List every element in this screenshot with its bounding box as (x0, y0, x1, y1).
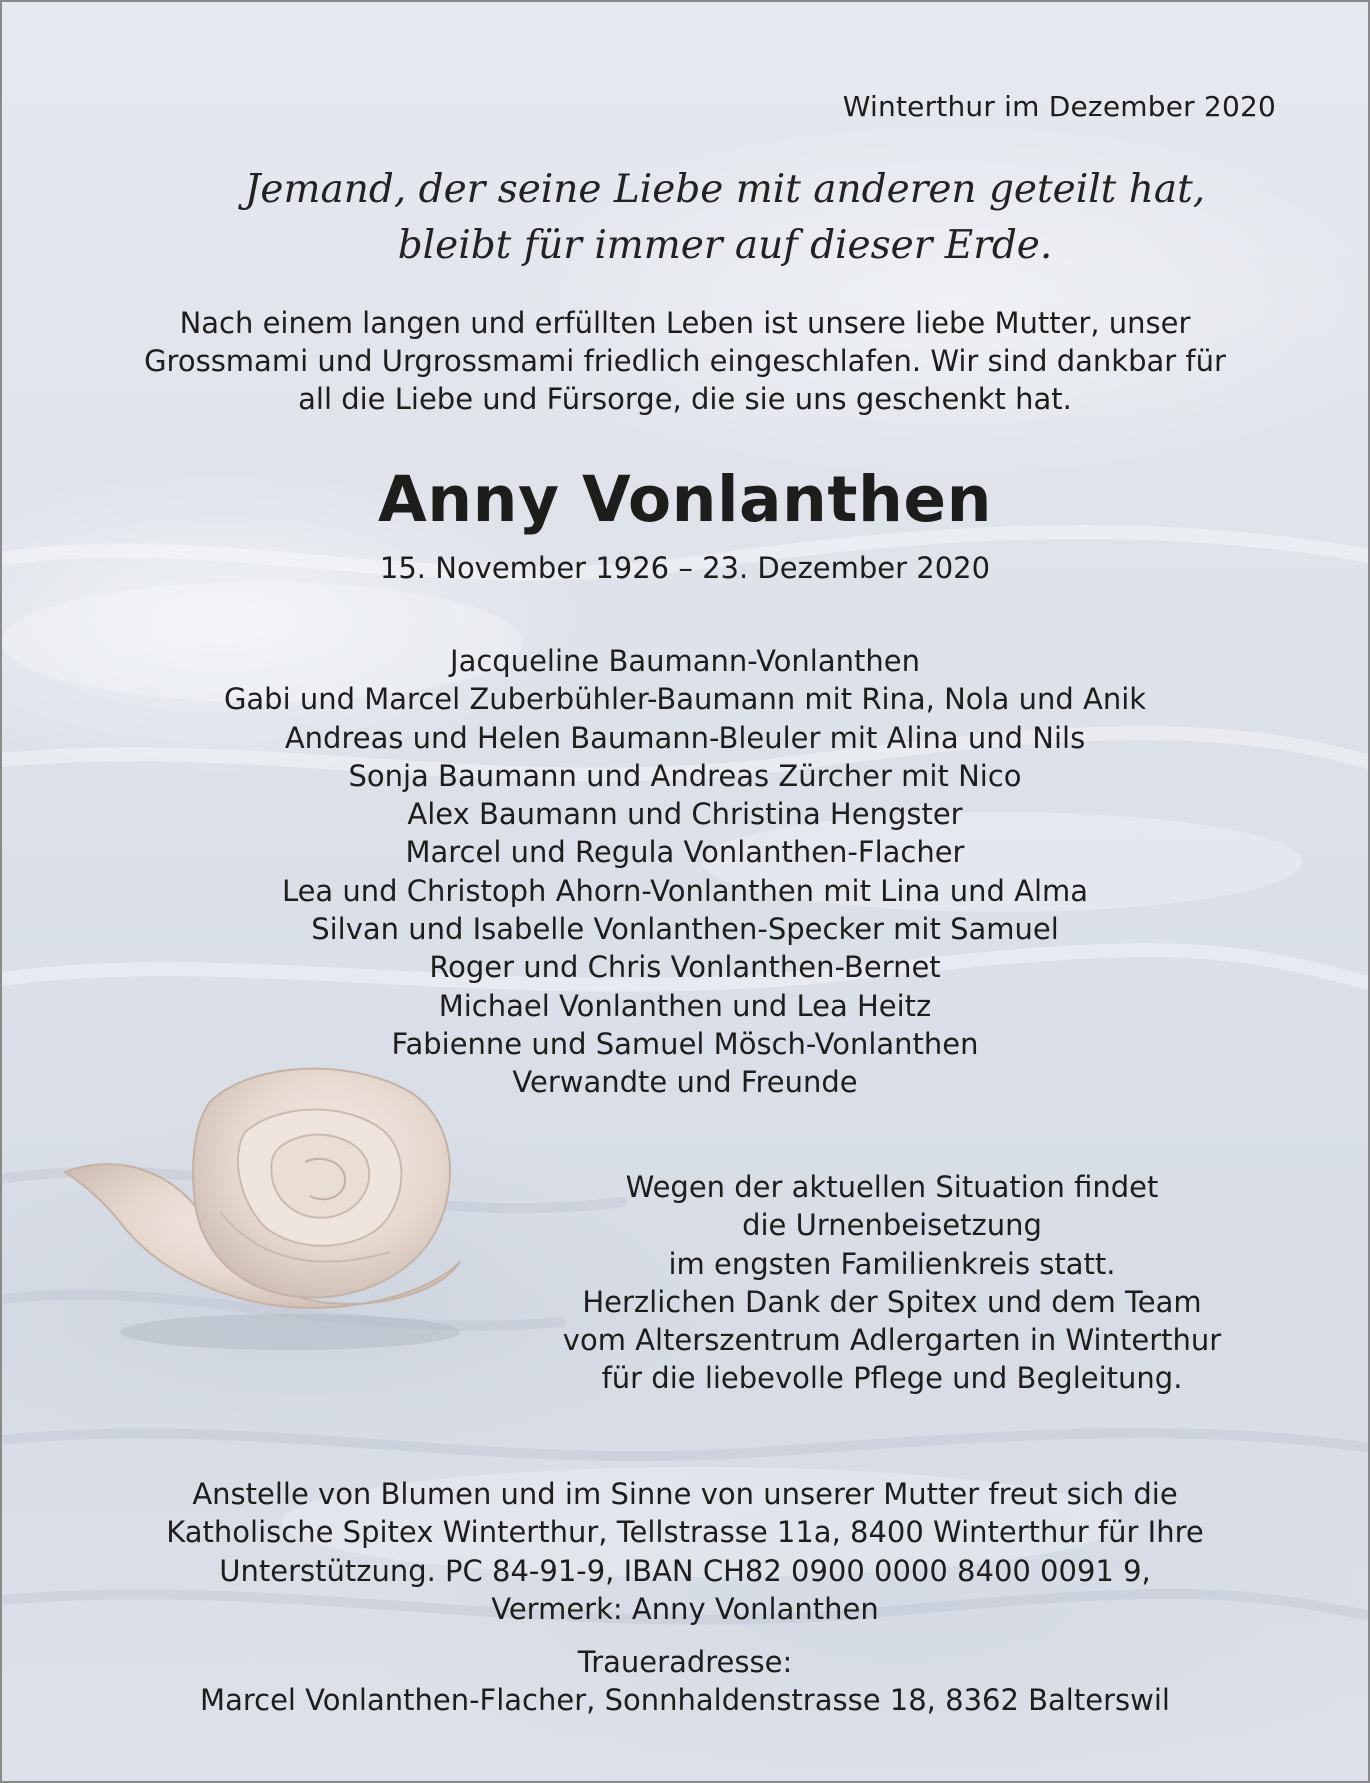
place-date: Winterthur im Dezember 2020 (842, 90, 1276, 123)
donation-line: Katholische Spitex Winterthur, Tellstrasse 11a, 8400 Winterthur für Ihre (166, 1515, 1204, 1550)
mourner-line: Fabienne und Samuel Mösch-Vonlanthen (391, 1026, 979, 1061)
notice-line: im engsten Familienkreis statt. (668, 1246, 1116, 1281)
notice-line: für die liebevolle Pflege und Begleitung. (601, 1361, 1183, 1396)
deceased-lifespan: 15. November 1926 – 23. Dezember 2020 (379, 551, 991, 585)
intro-text (2, 304, 1368, 418)
address-value: Marcel Vonlanthen-Flacher, Sonnhaldenstrasse 18, 8362 Balterswil (200, 1683, 1170, 1718)
notice-line: die Urnenbeisetzung (742, 1208, 1042, 1243)
mourner-line: Verwandte und Freunde (512, 1065, 858, 1100)
notice-line: Herzlichen Dank der Spitex und dem Team (582, 1284, 1202, 1319)
memorial-quote (42, 162, 1370, 274)
intro-line: Nach einem langen und erfüllten Leben ist unsere liebe Mutter, unser (179, 306, 1191, 340)
mourner-line: Marcel und Regula Vonlanthen-Flacher (405, 835, 965, 870)
mourner-line: Gabi und Marcel Zuberbühler-Baumann mit Rina, Nola und Anik (223, 682, 1147, 717)
funeral-notice (462, 1168, 1322, 1398)
mourners-list (2, 642, 1368, 1102)
notice-line: vom Alterszentrum Adlergarten in Winterthur (562, 1323, 1222, 1358)
address-label: Traueradresse: (577, 1645, 793, 1679)
mourner-line: Jacqueline Baumann-Vonlanthen (450, 644, 920, 678)
mourner-line: Alex Baumann und Christina Hengster (407, 797, 963, 832)
donation-line: Vermerk: Anny Vonlanthen (491, 1591, 879, 1626)
donation-line: Anstelle von Blumen und im Sinne von unserer Mutter freut sich die (192, 1477, 1178, 1511)
mourner-line: Lea und Christoph Ahorn-Vonlanthen mit Lina und Alma (281, 873, 1089, 908)
quote-line: Jemand, der seine Liebe mit anderen geteilt hat, (244, 167, 1206, 212)
quote-line: bleibt für immer auf dieser Erde. (397, 223, 1053, 268)
mourner-line: Silvan und Isabelle Vonlanthen-Specker mit Samuel (311, 912, 1059, 947)
donation-line: Unterstützung. PC 84-91-9, IBAN CH82 0900 0000 8400 0091 9, (219, 1553, 1151, 1588)
deceased-name: Anny Vonlanthen (378, 463, 992, 536)
intro-line: Grossmami und Urgrossmami friedlich eingeschlafen. Wir sind dankbar für (144, 344, 1226, 378)
mourner-line: Andreas und Helen Baumann-Bleuler mit Alina und Nils (284, 720, 1086, 755)
mourning-address (2, 1643, 1368, 1720)
rose-image (60, 1062, 480, 1352)
intro-line: all die Liebe und Fürsorge, die sie uns geschenkt hat. (298, 382, 1072, 416)
mourner-line: Roger und Chris Vonlanthen-Bernet (429, 950, 941, 985)
mourner-line: Michael Vonlanthen und Lea Heitz (438, 988, 932, 1023)
notice-line: Wegen der aktuellen Situation findet (625, 1170, 1159, 1204)
mourner-line: Sonja Baumann und Andreas Zürcher mit Nico (348, 758, 1022, 793)
donation-info (2, 1475, 1368, 1628)
